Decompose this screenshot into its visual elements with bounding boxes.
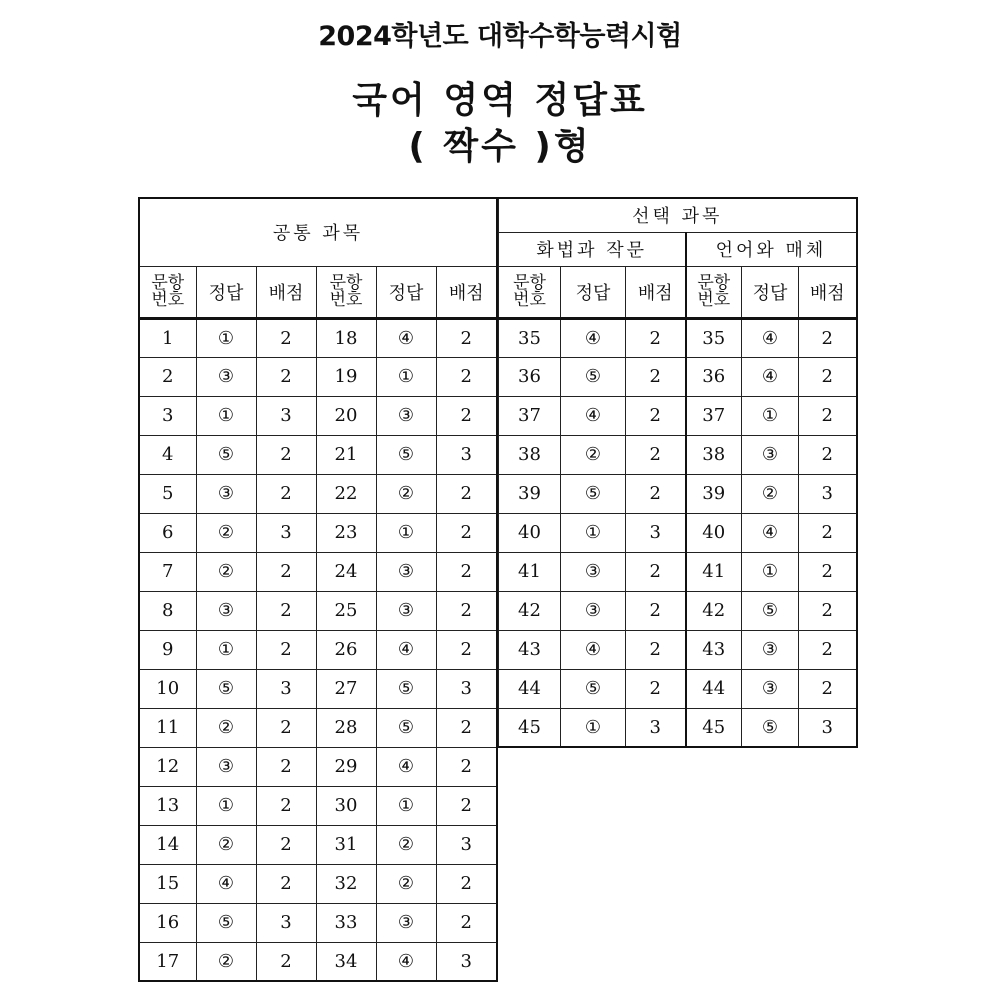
answer-cell: ② [376, 825, 436, 864]
score-cell: 2 [256, 552, 316, 591]
question-number-cell: 38 [499, 435, 561, 474]
question-number-cell: 7 [139, 552, 196, 591]
col-header-number-text: 문항 번호 [151, 272, 185, 310]
question-number-cell: 11 [139, 708, 196, 747]
score-cell: 2 [626, 669, 686, 708]
table-row [499, 669, 857, 708]
score-cell: 2 [626, 357, 686, 396]
col-header-number-text: 문항 번호 [513, 272, 546, 310]
score-cell: 2 [436, 474, 497, 513]
page-title: 국어 영역 정답표 [352, 80, 648, 121]
question-number-cell: 33 [316, 903, 376, 942]
score-cell: 2 [799, 396, 857, 435]
answer-cell: ⑤ [376, 708, 436, 747]
answer-cell: ③ [742, 630, 799, 669]
answer-cell: ② [376, 864, 436, 903]
score-cell: 3 [256, 903, 316, 942]
table-row [139, 864, 497, 903]
score-cell: 2 [256, 708, 316, 747]
question-number-cell: 40 [499, 513, 561, 552]
score-cell: 2 [256, 357, 316, 396]
answer-cell: ① [561, 708, 626, 747]
question-number-cell: 30 [316, 786, 376, 825]
question-number-cell: 37 [686, 396, 742, 435]
question-number-cell: 36 [686, 357, 742, 396]
question-number-cell: 45 [686, 708, 742, 747]
answer-cell: ④ [196, 864, 256, 903]
score-cell: 2 [256, 630, 316, 669]
question-number-cell: 4 [139, 435, 196, 474]
score-cell: 2 [799, 591, 857, 630]
answer-cell: ③ [376, 591, 436, 630]
question-number-cell: 40 [686, 513, 742, 552]
question-number-cell: 28 [316, 708, 376, 747]
score-cell: 2 [436, 396, 497, 435]
score-cell: 3 [256, 669, 316, 708]
score-cell: 2 [626, 396, 686, 435]
table-row [499, 630, 857, 669]
answer-cell: ④ [742, 318, 799, 357]
table-row [139, 357, 497, 396]
question-number-cell: 25 [316, 591, 376, 630]
answer-cell: ③ [561, 591, 626, 630]
score-cell: 2 [799, 513, 857, 552]
table-row [499, 513, 857, 552]
score-cell: 2 [436, 630, 497, 669]
table-row [139, 786, 497, 825]
answer-cell: ③ [561, 552, 626, 591]
score-cell: 2 [436, 747, 497, 786]
answer-cell: ① [196, 396, 256, 435]
answer-cell: ⑤ [742, 708, 799, 747]
answer-cell: ① [196, 630, 256, 669]
table-row [499, 318, 857, 357]
answer-cell: ① [742, 396, 799, 435]
answer-cell: ③ [196, 357, 256, 396]
score-cell: 2 [436, 513, 497, 552]
question-number-cell: 44 [686, 669, 742, 708]
table-row [139, 747, 497, 786]
table-row [499, 708, 857, 747]
col-header-answer: 정답 [561, 266, 626, 318]
table-row [139, 552, 497, 591]
elective-answer-table [498, 197, 858, 748]
question-number-cell: 14 [139, 825, 196, 864]
answer-cell: ⑤ [196, 669, 256, 708]
answer-cell: ① [376, 513, 436, 552]
question-number-cell: 2 [139, 357, 196, 396]
score-cell: 3 [436, 825, 497, 864]
answer-cell: ① [742, 552, 799, 591]
score-cell: 2 [626, 318, 686, 357]
col-header-number [316, 266, 376, 318]
score-cell: 3 [626, 708, 686, 747]
question-number-cell: 26 [316, 630, 376, 669]
answer-cell: ⑤ [196, 903, 256, 942]
answer-cell: ③ [376, 396, 436, 435]
answer-cell: ② [196, 942, 256, 981]
score-cell: 2 [436, 357, 497, 396]
score-cell: 2 [626, 552, 686, 591]
answer-cell: ③ [742, 669, 799, 708]
answer-cell: ④ [376, 318, 436, 357]
col-header-score: 배점 [436, 266, 497, 318]
question-number-cell: 16 [139, 903, 196, 942]
table-row [139, 474, 497, 513]
answer-cell: ④ [561, 396, 626, 435]
question-number-cell: 45 [499, 708, 561, 747]
question-number-cell: 41 [499, 552, 561, 591]
answer-cell: ⑤ [376, 435, 436, 474]
question-number-cell: 43 [686, 630, 742, 669]
col-header-number-text: 문항 번호 [697, 272, 731, 310]
score-cell: 3 [436, 435, 497, 474]
question-number-cell: 17 [139, 942, 196, 981]
score-cell: 2 [256, 318, 316, 357]
score-cell: 2 [436, 318, 497, 357]
question-number-cell: 10 [139, 669, 196, 708]
question-number-cell: 41 [686, 552, 742, 591]
score-cell: 2 [256, 435, 316, 474]
score-cell: 2 [626, 630, 686, 669]
col-header-number-text: 문항 번호 [329, 272, 363, 310]
col-header-answer: 정답 [376, 266, 436, 318]
score-cell: 2 [799, 669, 857, 708]
table-row [139, 903, 497, 942]
table-row [499, 357, 857, 396]
table-row [499, 396, 857, 435]
score-cell: 2 [256, 747, 316, 786]
question-number-cell: 8 [139, 591, 196, 630]
answer-cell: ④ [376, 630, 436, 669]
answer-cell: ② [561, 435, 626, 474]
score-cell: 2 [256, 825, 316, 864]
question-number-cell: 18 [316, 318, 376, 357]
table-row [139, 435, 497, 474]
score-cell: 3 [256, 513, 316, 552]
table-row [499, 552, 857, 591]
score-cell: 2 [799, 357, 857, 396]
score-cell: 2 [436, 552, 497, 591]
question-number-cell: 39 [499, 474, 561, 513]
answer-cell: ① [196, 318, 256, 357]
score-cell: 2 [256, 474, 316, 513]
answer-cell: ③ [376, 552, 436, 591]
answer-cell: ④ [376, 747, 436, 786]
answer-cell: ⑤ [376, 669, 436, 708]
question-number-cell: 6 [139, 513, 196, 552]
col-header-score: 배점 [256, 266, 316, 318]
question-number-cell: 31 [316, 825, 376, 864]
score-cell: 2 [626, 591, 686, 630]
question-number-cell: 23 [316, 513, 376, 552]
score-cell: 3 [436, 942, 497, 981]
score-cell: 3 [799, 708, 857, 747]
score-cell: 2 [436, 591, 497, 630]
common-answer-table [138, 197, 498, 982]
score-cell: 2 [256, 942, 316, 981]
question-number-cell: 19 [316, 357, 376, 396]
question-number-cell: 13 [139, 786, 196, 825]
col-header-answer: 정답 [196, 266, 256, 318]
col-header-score: 배점 [626, 266, 686, 318]
question-number-cell: 42 [499, 591, 561, 630]
question-number-cell: 3 [139, 396, 196, 435]
answer-cell: ⑤ [561, 669, 626, 708]
answer-cell: ① [376, 357, 436, 396]
score-cell: 3 [799, 474, 857, 513]
answer-cell: ⑤ [742, 591, 799, 630]
table-row [139, 630, 497, 669]
question-number-cell: 36 [499, 357, 561, 396]
table-row [139, 318, 497, 357]
subject-header-language-media: 언어와 매체 [686, 232, 857, 266]
table-row [499, 435, 857, 474]
score-cell: 2 [799, 435, 857, 474]
score-cell: 2 [626, 474, 686, 513]
answer-cell: ③ [196, 591, 256, 630]
answer-cell: ② [196, 513, 256, 552]
score-cell: 2 [436, 903, 497, 942]
question-number-cell: 21 [316, 435, 376, 474]
form-type: ( 짝수 )형 [408, 126, 592, 167]
score-cell: 3 [626, 513, 686, 552]
score-cell: 2 [436, 708, 497, 747]
answer-cell: ③ [196, 747, 256, 786]
question-number-cell: 27 [316, 669, 376, 708]
question-number-cell: 20 [316, 396, 376, 435]
answer-cell: ④ [742, 513, 799, 552]
table-row [499, 474, 857, 513]
answer-cell: ⑤ [561, 474, 626, 513]
col-header-score: 배점 [799, 266, 857, 318]
score-cell: 2 [436, 786, 497, 825]
answer-cell: ② [196, 825, 256, 864]
question-number-cell: 43 [499, 630, 561, 669]
answer-cell: ① [196, 786, 256, 825]
table-row [139, 669, 497, 708]
question-number-cell: 44 [499, 669, 561, 708]
answer-cell: ④ [561, 318, 626, 357]
answer-cell: ④ [376, 942, 436, 981]
elective-section-header: 선택 과목 [499, 198, 857, 232]
score-cell: 2 [799, 630, 857, 669]
question-number-cell: 35 [499, 318, 561, 357]
answer-cell: ④ [742, 357, 799, 396]
answer-cell: ⑤ [561, 357, 626, 396]
col-header-answer: 정답 [742, 266, 799, 318]
table-row [139, 396, 497, 435]
answer-cell: ③ [742, 435, 799, 474]
question-number-cell: 15 [139, 864, 196, 903]
score-cell: 2 [256, 864, 316, 903]
answer-cell: ③ [376, 903, 436, 942]
common-section-header: 공통 과목 [139, 198, 497, 266]
answer-cell: ⑤ [196, 435, 256, 474]
answer-cell: ② [742, 474, 799, 513]
question-number-cell: 9 [139, 630, 196, 669]
table-row [139, 513, 497, 552]
question-number-cell: 38 [686, 435, 742, 474]
exam-title: 2024학년도 대학수학능력시험 [318, 21, 682, 52]
subject-header-speech-writing: 화법과 작문 [499, 232, 686, 266]
answer-cell: ② [376, 474, 436, 513]
table-row [499, 591, 857, 630]
question-number-cell: 32 [316, 864, 376, 903]
question-number-cell: 34 [316, 942, 376, 981]
question-number-cell: 35 [686, 318, 742, 357]
answer-cell: ④ [561, 630, 626, 669]
col-header-number [139, 266, 196, 318]
answer-cell: ② [196, 708, 256, 747]
answer-cell: ③ [196, 474, 256, 513]
question-number-cell: 12 [139, 747, 196, 786]
table-row [139, 825, 497, 864]
question-number-cell: 24 [316, 552, 376, 591]
score-cell: 2 [256, 786, 316, 825]
table-row [139, 942, 497, 981]
answer-cell: ② [196, 552, 256, 591]
table-row [139, 708, 497, 747]
score-cell: 3 [256, 396, 316, 435]
question-number-cell: 1 [139, 318, 196, 357]
score-cell: 2 [256, 591, 316, 630]
question-number-cell: 29 [316, 747, 376, 786]
score-cell: 2 [799, 552, 857, 591]
score-cell: 3 [436, 669, 497, 708]
score-cell: 2 [799, 318, 857, 357]
answer-cell: ① [561, 513, 626, 552]
question-number-cell: 39 [686, 474, 742, 513]
table-row [139, 591, 497, 630]
question-number-cell: 37 [499, 396, 561, 435]
score-cell: 2 [436, 864, 497, 903]
question-number-cell: 22 [316, 474, 376, 513]
col-header-number [686, 266, 742, 318]
score-cell: 2 [626, 435, 686, 474]
question-number-cell: 5 [139, 474, 196, 513]
question-number-cell: 42 [686, 591, 742, 630]
answer-cell: ① [376, 786, 436, 825]
col-header-number [499, 266, 561, 318]
